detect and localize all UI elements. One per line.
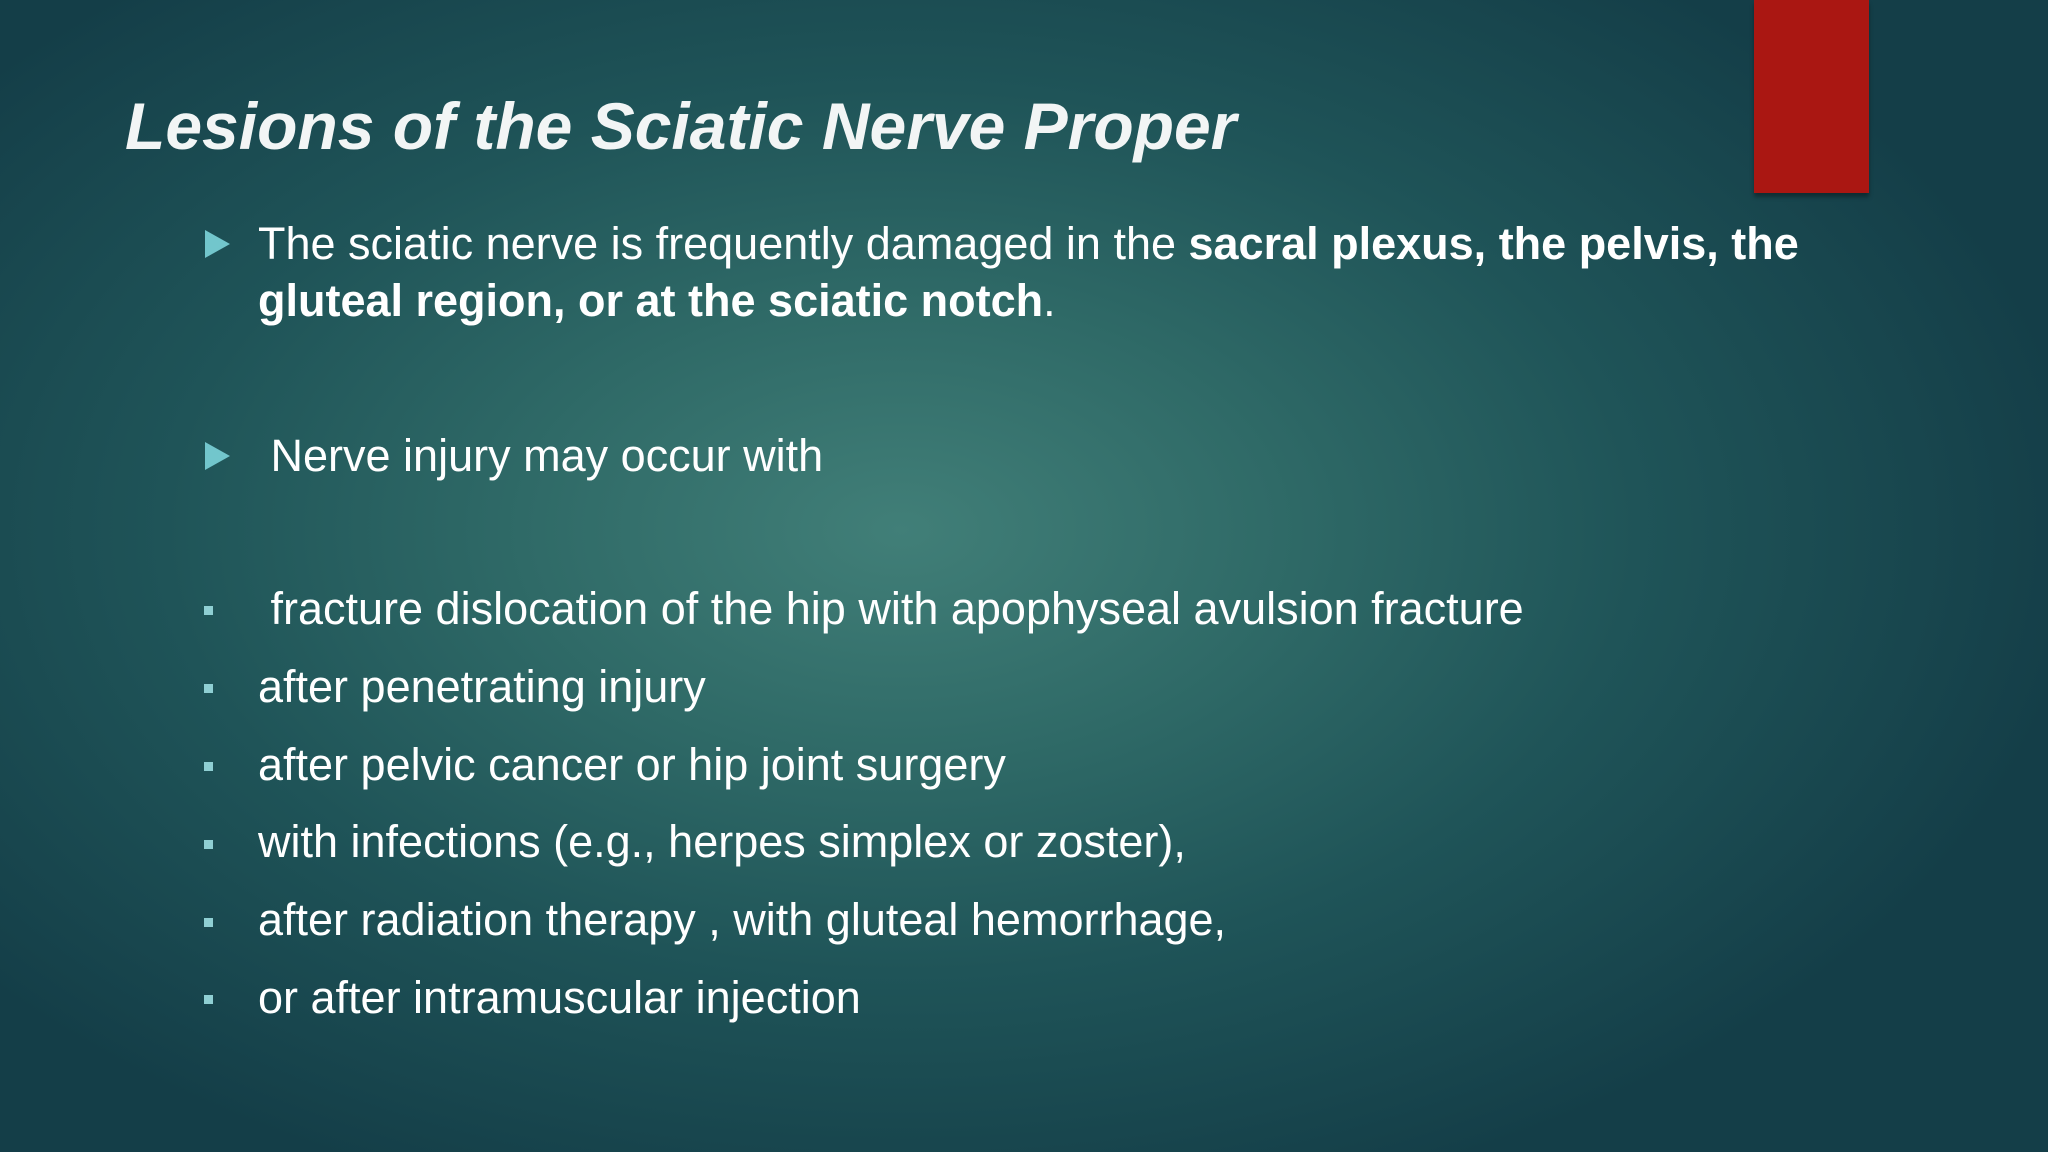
- square-bullet-icon: [204, 918, 213, 927]
- triangle-bullet-icon: [205, 442, 230, 470]
- triangle-bullet-icon: [205, 230, 230, 258]
- red-accent-bar: [1754, 0, 1869, 193]
- sub-bullet-text: fracture dislocation of the hip with apophyseal avulsion fracture: [258, 583, 1524, 634]
- bullet-bold-text: sacral plexus, the pelvis, the: [1188, 218, 1799, 269]
- bullet-line: [258, 215, 1799, 272]
- square-bullet-icon: [204, 684, 213, 693]
- square-bullet-icon: [204, 762, 213, 771]
- sub-bullet-text: after radiation therapy , with gluteal hemorrhage,: [258, 894, 1227, 945]
- sub-bullet-text: after pelvic cancer or hip joint surgery: [258, 739, 1006, 790]
- sub-bullet-text: after penetrating injury: [258, 661, 706, 712]
- bullet-line: [258, 272, 1799, 329]
- square-bullet-icon: [204, 995, 213, 1004]
- slide-title: Lesions of the Sciatic Nerve Proper: [125, 89, 1237, 163]
- bullet-text: Nerve injury may occur with: [258, 430, 824, 481]
- bullet-bold-text: gluteal region, or at the sciatic notch: [258, 275, 1044, 326]
- bullet-normal-text: The sciatic nerve is frequently damaged in the: [258, 218, 1189, 269]
- square-bullet-icon: [204, 606, 213, 615]
- sub-bullet-text: with infections (e.g., herpes simplex or zoster),: [258, 816, 1186, 867]
- square-bullet-icon: [204, 840, 213, 849]
- sub-bullet-text: or after intramuscular injection: [258, 972, 861, 1023]
- bullet-text: [258, 215, 1799, 329]
- bullet-normal-text: .: [1043, 275, 1056, 326]
